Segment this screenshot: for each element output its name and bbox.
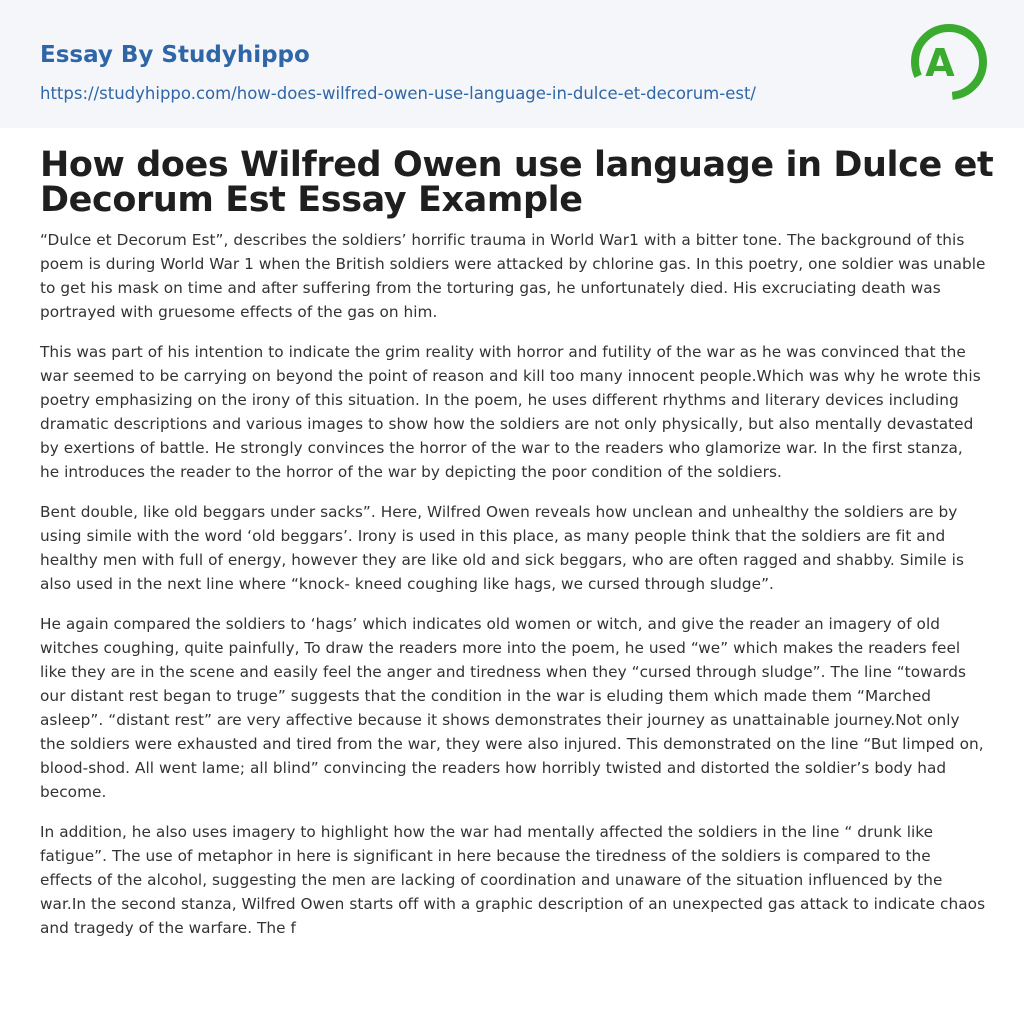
- essay-paragraph-4: He again compared the soldiers to ‘hags’ which indicates old women or witch, and give the reader an imagery of old witches coughing, quite painfully, To draw the readers more into the poem, he used “we” which makes the readers feel like they are in the scene and easily feel the anger and tiredness when they “cursed through sludge”. The line “towards our distant rest began to truge” suggests that the condition in the war is eluding them which made them “Marched asleep”. “distant rest” are very affective because it shows demonstrates their journey as unattainable journey.Not only the soldiers were exhausted and tired from the war, they were also injured. This demonstrated on the line “But limped on, blood-shod. All went lame; all blind” convincing the readers how horribly twisted and distorted the soldier’s body had become.: [40, 615, 984, 801]
- essay-paragraph-5: In addition, he also uses imagery to highlight how the war had mentally affected the soldiers in the line “ drunk like fatigue”. The use of metaphor in here is significant in here because the tiredness of the soldiers is compared to the effects of the alcohol, suggesting the men are lacking of coordination and unaware of the situation influenced by the war.In the second stanza, Wilfred Owen starts off with a graphic description of an unexpected gas attack to indicate chaos and tragedy of the warfare. The f: [40, 823, 986, 937]
- page-url-link[interactable]: https://studyhippo.com/how-does-wilfred-owen-use-language-in-dulce-et-decorum-est/: [40, 84, 756, 103]
- site-header: [0, 0, 1024, 128]
- logo-letter: A: [925, 41, 955, 85]
- essay-paragraph-3: Bent double, like old beggars under sacks”. Here, Wilfred Owen reveals how unclean and unhealthy the soldiers are by using simile with the word ‘old beggars’. Irony is used in this place, as many people think that the soldiers are fit and healthy men with full of energy, however they are like old and sick beggars, who are often ragged and shabby. Simile is also used in the next line where “knock- kneed coughing like hags, we cursed through sludge”.: [40, 503, 964, 593]
- essay-body: [40, 228, 986, 956]
- essay-paragraph-2: This was part of his intention to indicate the grim reality with horror and futility of the war as he was convinced that the war seemed to be carrying on beyond the point of reason and kill too many innocent people.Which was why he wrote this poetry emphasizing on the irony of this situation. In the poem, he uses different rhythms and literary devices including dramatic descriptions and various images to show how the soldiers are not only physically, but also mentally devastated by exertions of battle. He strongly convinces the horror of the war to the readers who glamorize war. In the first stanza, he introduces the reader to the horror of the war by depicting the poor condition of the soldiers.: [40, 343, 981, 481]
- studyhippo-logo-icon[interactable]: [907, 18, 991, 106]
- essay-title: How does Wilfred Owen use language in Dulce et Decorum Est Essay Example: [40, 145, 994, 220]
- essay-paragraph-1: “Dulce et Decorum Est”, describes the soldiers’ horrific trauma in World War1 with a bitter tone. The background of this poem is during World War 1 when the British soldiers were attacked by chlorine gas. In this poetry, one soldier was unable to get his mask on time and after suffering from the torturing gas, he unfortunately died. His excruciating death was portrayed with gruesome effects of the gas on him.: [40, 231, 986, 321]
- site-brand[interactable]: Essay By Studyhippo: [40, 42, 310, 68]
